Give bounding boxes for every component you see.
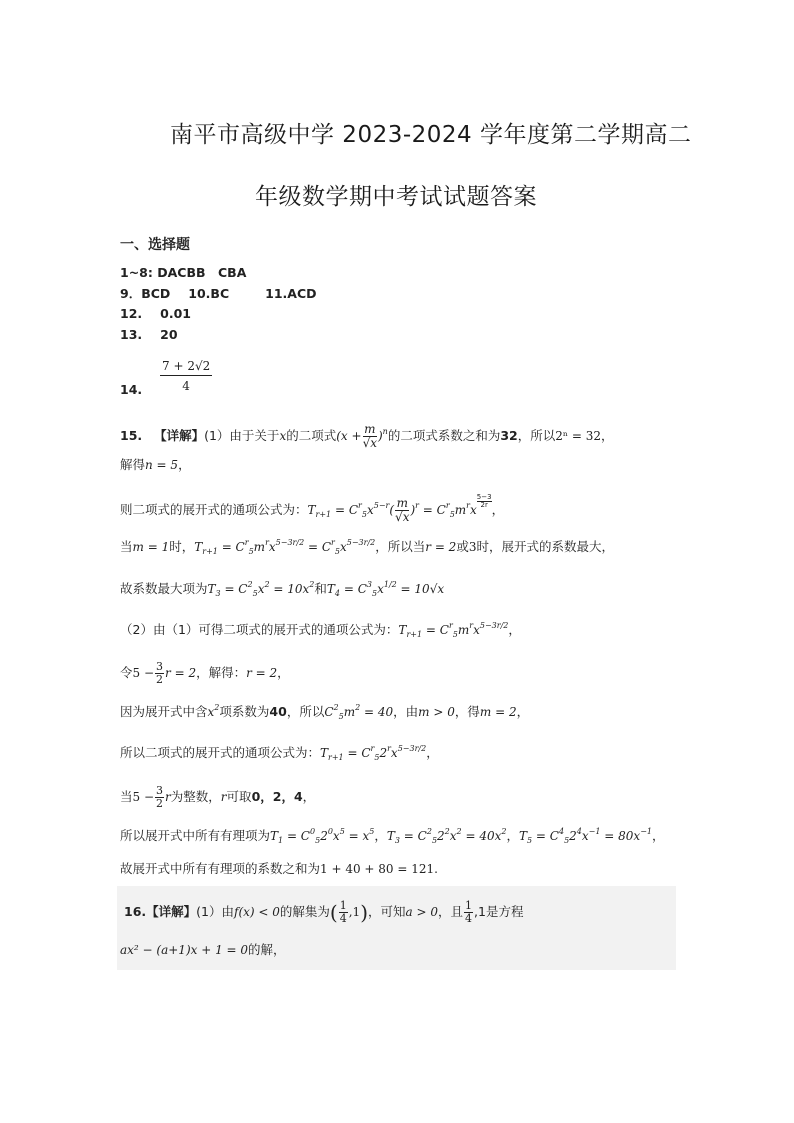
answer-14-fraction: 7 + 2√2 4 — [162, 359, 211, 393]
q15-line-12: 故展开式中所有有理项的系数之和为1 + 40 + 80 = 121. — [120, 861, 438, 876]
q15-line-5: 故系数最大项为$T_3 = C^2_5x^2 = 10x^2$和$T_4 = C^3_5x^{1/2} = 10√x$ — [120, 580, 445, 598]
answer-row-12: 12. 0.01 — [120, 306, 191, 321]
q15-line-11: 所以展开式中所有有理项为$T_1 = C^0_52^0x^5 = x^5$，$T_3 = C^2_52^2x^2 = 40x^2$，$T_5 = C^4_52^4x^{-1} = 80x^{-1}$， — [120, 827, 665, 845]
q15-line-1: 15. 【详解】(1）由于关于x的二项式(x + $\frac{m}{√x}$ )$^n$的二项式系数之和为32，所以2ⁿ = 32， — [120, 422, 614, 451]
q15-line-2: 解得n = 5， — [120, 457, 191, 472]
q16-line-2: ax² − (a+1)x + 1 = 0的解， — [120, 942, 286, 957]
q15-line-7: 令5 − $\frac{3}{2}$ r = 2，解得：r = 2， — [120, 660, 290, 687]
title-line-2: 年级数学期中考试试题答案 — [255, 184, 537, 210]
q16-shaded-block — [117, 886, 676, 970]
q15-line-9: 所以二项式的展开式的通项公式为：$T_{r+1} = C^r_52^rx^{5-3r/2}$， — [120, 744, 439, 762]
title-line-1: 南平市高级中学 2023-2024 学年度第二学期高二 — [170, 122, 692, 148]
q15-line-4: 当m = 1时，$T_{r+1} = C^r_5m^rx^{5-3r/2} = C^r_5x^{5-3r/2}$，所以当r = 2或3时，展开式的系数最大， — [120, 538, 614, 556]
q15-line-3: 则二项式的展开式的通项公式为：$T_{r+1} = C^r_5x^{5-r}$( $\frac{m}{√x}$ )$^r = C^r_5m^rx$ $\frac{5-3}{2r}$ ， — [120, 493, 505, 524]
q15-line-6: （2）由（1）可得二项式的展开式的通项公式为：$T_{r+1} = C^r_5m^rx^{5-3r/2}$， — [120, 621, 521, 639]
answer-row-14-label: 14. — [120, 382, 143, 397]
answer-row-1-8: 1~8: DACBB CBA — [120, 265, 247, 280]
section-heading: 一、选择题 — [120, 237, 190, 253]
q16-line-1: 16.【详解】(1）由f(x) < 0的解集为( $\frac{1}{4}$ ,1)，可知a > 0，且 $\frac{1}{4}$ ,1是方程 — [124, 899, 524, 926]
q15-line-10: 当5 − $\frac{3}{2}$ r为整数，r可取0，2，4， — [120, 784, 316, 811]
q15-line-8: 因为展开式中含$x^2$项系数为40，所以$C^2_5m^2 = 40$，由m > 0，得m = 2， — [120, 703, 530, 721]
answer-row-13: 13. 20 — [120, 327, 178, 342]
answer-row-9-11: 9．BCD 10.BC 11.ACD — [120, 286, 317, 301]
